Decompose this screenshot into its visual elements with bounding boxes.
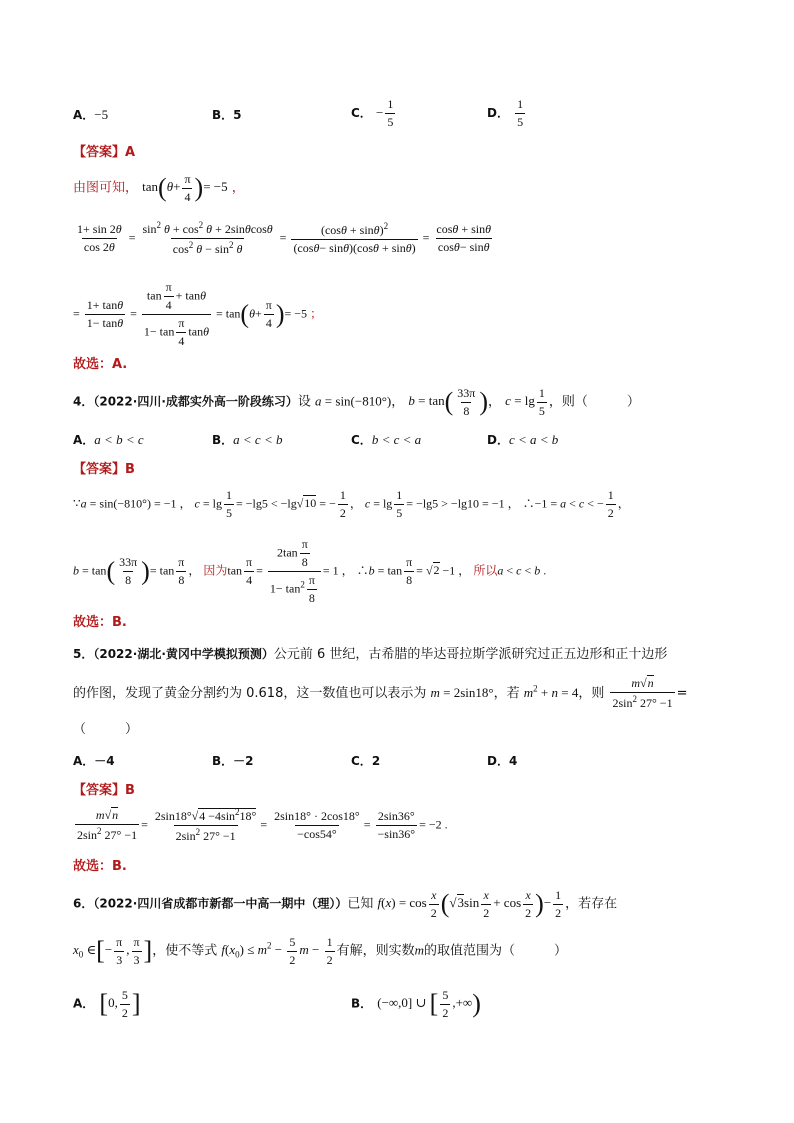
q6-option-a: A． [0, $\frac{5}{2}$ ] (73, 988, 141, 1020)
q5-option-b: B．－2 (212, 754, 254, 768)
q5-option-c: C．2 (351, 754, 381, 768)
q4-solution-2: b = tan( $\frac{33\pi}{8}$ )= tan $\frac{\pi}{8}$ ， 因为tan $\frac{\pi}{4}$ = 2tan $\frac{\pi}{8}$ $1- \tan^2$ $\frac{\pi}{8}$ = 1 ， ∴b = tan $\frac{\pi}{8}$ = √2 −1 ， 所以a < c < b . (73, 537, 547, 605)
q6-stem-1: 6．（2022·四川省成都市新都一中高一期中（理））已知 f(x) = cos $\frac{x}{2}$ (√3sin $\frac{x}{2}$ + cos $\frac{x}{2}$ )− $\frac{1}{2}$ ，若存在 (73, 888, 618, 920)
q3-answer-label: 【答案】A (73, 145, 136, 160)
q5-option-d: D．4 (487, 754, 518, 768)
q5-option-a: A．－4 (73, 754, 115, 768)
q3-option-a: A．−5 (73, 107, 109, 122)
q4-option-c: C．b < c < a (351, 432, 422, 447)
q6-option-b: B． (−∞,0] ∪ [ $\frac{5}{2}$ ,+∞) (351, 988, 481, 1020)
q4-stem: 4．（2022·四川·成都实外高一阶段练习）设 a = sin(−810°)， b = tan( $\frac{33\pi}{8}$ )， c = lg $\frac{1}{5}$ ，则（ ） (73, 386, 640, 418)
q3-option-d: D． $\frac{1}{5}$ (487, 97, 524, 129)
q5-solution: $\frac{m√n}{2\sin^2 27^\circ -1}$ = $\frac{2\sin 18^\circ√4 -4\sin^218^\circ}{2\sin^2 27^\circ -1}$ = $\frac{2\sin 18^\circ \cdot 2\cos 18^\circ}{-\cos 54^\circ}$ = $\frac{2\sin 36^\circ}{-\sin 36^\circ}$ = −2 . (77, 807, 448, 843)
q3-option-b: B．5 (212, 108, 242, 122)
q4-option-d: D．c < a < b (487, 432, 559, 447)
q3-option-c: C． − $\frac{1}{5}$ (351, 97, 394, 129)
q3-derivation-1: $\frac{1+ \sin 2\theta}{\cos 2\theta}$ = $\frac{\sin^2 \theta + \cos^2 \theta + 2\sin\theta\cos\theta}{\cos^2 \theta - \sin^2 \theta}$ = $\frac{(\cos\theta + \sin\theta)^2}{(\cos\theta- \sin\theta)(\cos\theta + \sin\theta)}$ = $\frac{\cos\theta + \sin\theta}{\cos\theta- \sin\theta}$ (77, 220, 491, 256)
q4-option-a: A．a < b < c (73, 432, 144, 447)
q3-derivation-2: = $\frac{1+ \tan\theta}{1- \tan\theta}$ = tan $\frac{\pi}{4}$ + tanθ 1− tan $\frac{\pi}{4}$ tanθ = tan(θ+ $\frac{\pi}{4}$ )= −5 ； (73, 280, 323, 348)
q5-answer-label: 【答案】B (73, 783, 135, 798)
q5-choice: 故选：B. (73, 859, 127, 874)
q4-answer-label: 【答案】B (73, 462, 135, 477)
q5-stem-3: （ ） (73, 722, 139, 737)
q4-option-b: B．a < c < b (212, 432, 283, 447)
q6-stem-2: $x_0$ ∈[− $\frac{\pi}{3}$ , $\frac{\pi}{3}$ ]，使不等式 $f(x_0) \le m^2$ − $\frac{5}{2}$ m − $\frac{1}{2}$ 有解，则实数m的取值范围为（ ） (73, 935, 567, 967)
q4-solution-1: ∵a = sin(−810°) = −1 ， c = lg $\frac{1}{5}$ = −lg5 < −lg√10 = − $\frac{1}{2}$ ， c = lg $\frac{1}{5}$ = −lg5 > −lg10 = −1 ， ∴−1 = a < c < − $\frac{1}{2}$ ， (73, 488, 630, 520)
q3-choice: 故选：A. (73, 357, 128, 372)
q5-stem-1: 5．（2022·湖北·黄冈中学模拟预测）公元前 6 世纪，古希腊的毕达哥拉斯学派研究过正五边形和正十边形 (73, 647, 668, 662)
q4-choice: 故选：B. (73, 615, 127, 630)
q3-line1: 由图可知， tan(θ+ $\frac{\pi}{4}$ )= −5 ， (73, 172, 245, 204)
q5-stem-2: 的作图，发现了黄金分割约为 0.618，这一数值也可以表示为 m = 2sin18°，若 $m^2 + n = 4$，则 $\frac{m√n}{2\sin^2 27^\circ -1}$ = (73, 676, 688, 710)
